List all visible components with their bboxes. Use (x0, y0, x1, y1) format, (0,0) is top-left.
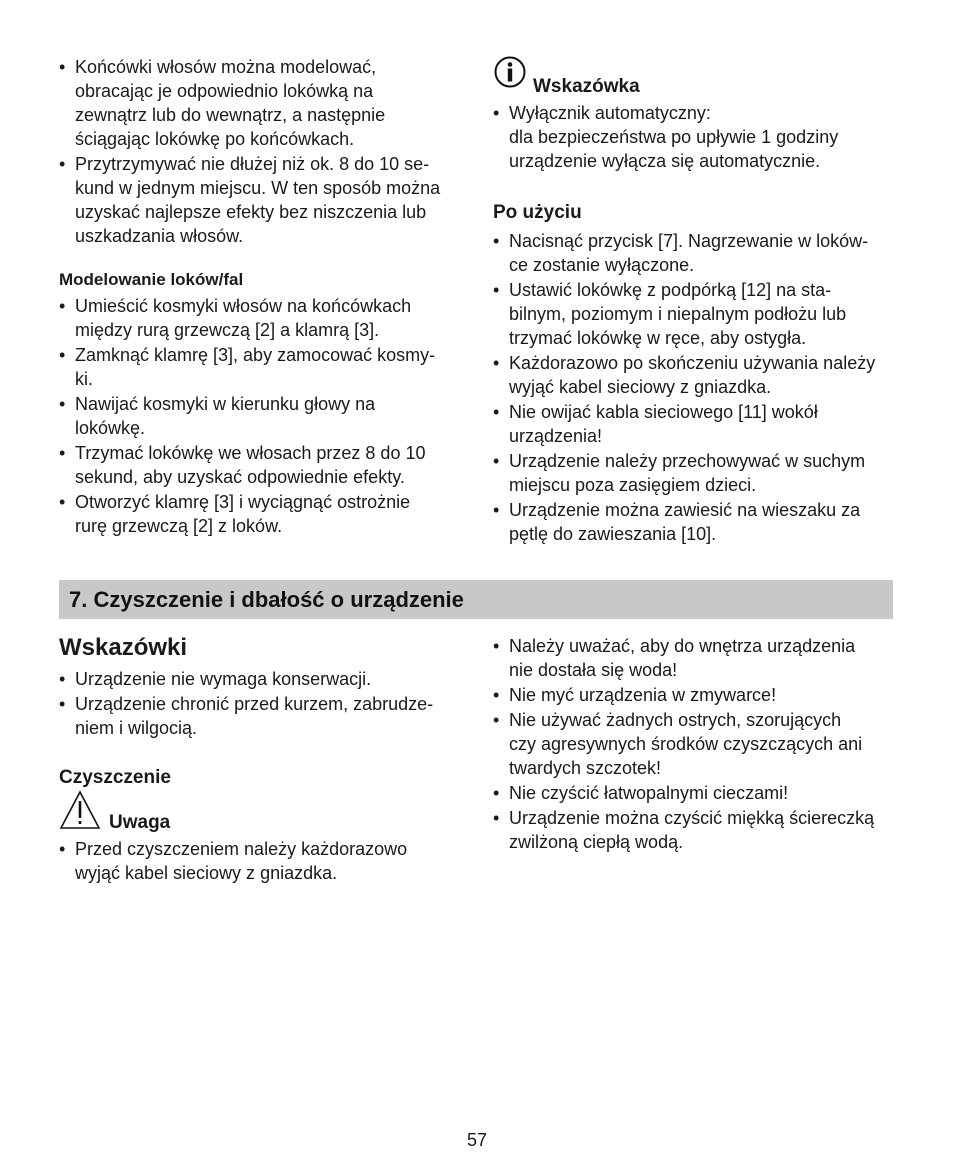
list-item (493, 781, 903, 805)
bullet-line: miejscu poza zasięgiem dzieci. (509, 475, 757, 495)
list-item (493, 449, 903, 497)
bullet-line: Należy uważać, aby do wnętrza urządzenia (509, 636, 856, 656)
note-bullets (493, 101, 903, 173)
page-number: 57 (466, 1130, 488, 1150)
list-item (59, 55, 469, 151)
section-header (59, 580, 893, 619)
bullet-line: Urządzenie chronić przed kurzem, zabrudze- (75, 694, 434, 714)
bullet-line: nie dostała się woda! (509, 660, 678, 680)
bullet-line: urządzenie wyłącza się automatycznie. (509, 151, 821, 171)
bullet-line: bilnym, poziomym i niepalnym podłożu lub (509, 304, 847, 324)
bullet-line: Zamknąć klamrę [3], aby zamocować kosmy- (75, 345, 436, 365)
bullet-line: Przytrzymywać nie dłużej niż ok. 8 do 10 se- (75, 154, 430, 174)
bullet-line: Urządzenie należy przechowywać w suchym (509, 451, 866, 471)
list-item (59, 692, 469, 740)
warning-bullets (59, 837, 469, 885)
left-top-column (59, 55, 469, 249)
bullet-line: czy agresywnych środków czyszczących ani (509, 734, 863, 754)
bullet-line: kund w jednym miejscu. W ten sposób można (75, 178, 441, 198)
bullet-line: sekund, aby uzyskać odpowiednie efekty. (75, 467, 405, 487)
left-bottom-column (59, 633, 469, 741)
bullet-line: trzymać lokówkę w ręce, aby ostygła. (509, 328, 807, 348)
bullet-line: ce zostanie wyłączone. (509, 255, 695, 275)
section-title: 7. Czyszczenie i dbałość o urządzenie (69, 587, 464, 612)
bullet-line: urządzenia! (509, 426, 603, 446)
bullet-line: uszkadzania włosów. (75, 226, 244, 246)
bullet-line: uzyskać najlepsze efekty bez niszczenia lub (75, 202, 427, 222)
bullet-line: Końcówki włosów można modelować, (75, 57, 377, 77)
list-item (493, 806, 903, 854)
bullet-line: rurę grzewczą [2] z loków. (75, 516, 283, 536)
bullet-line: obracając je odpowiednio lokówką na (75, 81, 374, 101)
list-item (59, 441, 469, 489)
list-item (59, 152, 469, 248)
bullet-line: wyjąć kabel sieciowy z gniazdka. (509, 377, 772, 397)
list-item (493, 278, 903, 350)
curl-section (59, 269, 469, 539)
bullet-line: Nie owijać kabla sieciowego [11] wokół (509, 402, 818, 422)
bullet-line: Trzymać lokówkę we włosach przez 8 do 10 (75, 443, 426, 463)
list-item (493, 101, 903, 173)
right-top-column (493, 75, 903, 174)
cleaning-section (59, 766, 469, 790)
note-heading: Wskazówka (533, 76, 640, 97)
cleaning-bullets (493, 634, 903, 854)
list-item (59, 294, 469, 342)
bullet-line: Wyłącznik automatyczny: (509, 103, 711, 123)
list-item (59, 667, 469, 691)
curl-heading: Modelowanie loków/fal (59, 270, 244, 289)
bullet-line: dla bezpieczeństwa po upływie 1 godziny (509, 127, 839, 147)
list-item (493, 498, 903, 546)
cleaning-heading: Czyszczenie (59, 767, 171, 788)
bullet-line: między rurą grzewczą [2] a klamrą [3]. (75, 320, 380, 340)
after-use-section (493, 201, 903, 547)
warning-section (59, 811, 469, 886)
bullet-line: ściągając lokówkę po końcówkach. (75, 129, 355, 149)
bullet-line: niem i wilgocią. (75, 718, 198, 738)
bullet-line: Nie czyścić łatwopalnymi cieczami! (509, 783, 789, 803)
bullet-line: Nacisnąć przycisk [7]. Nagrzewanie w loków- (509, 231, 869, 251)
bullet-line: Każdorazowo po skończeniu używania należy (509, 353, 876, 373)
after-use-bullets (493, 229, 903, 546)
bullet-line: Urządzenie nie wymaga konserwacji. (75, 669, 372, 689)
bullet-line: Ustawić lokówkę z podpórką [12] na sta- (509, 280, 832, 300)
bullet-line: lokówkę. (75, 418, 146, 438)
list-item (493, 683, 903, 707)
list-item (59, 343, 469, 391)
styling-bullets (59, 55, 469, 248)
list-item (493, 400, 903, 448)
right-bottom-column (493, 634, 903, 855)
curl-bullets (59, 294, 469, 538)
list-item (59, 392, 469, 440)
bullet-line: ki. (75, 369, 93, 389)
bullet-line: Nawijać kosmyki w kierunku głowy na (75, 394, 376, 414)
list-item (59, 837, 469, 885)
bullet-line: pętlę do zawieszania [10]. (509, 524, 717, 544)
bullet-line: Nie myć urządzenia w zmywarce! (509, 685, 777, 705)
list-item (59, 490, 469, 538)
bullet-line: zewnątrz lub do wewnątrz, a następnie (75, 105, 386, 125)
list-item (493, 708, 903, 780)
warning-heading: Uwaga (109, 812, 171, 833)
bullet-line: zwilżoną ciepłą wodą. (509, 832, 684, 852)
bullet-line: Urządzenie można czyścić miękką ściereczką (509, 808, 875, 828)
tips-heading: Wskazówki (59, 634, 188, 661)
bullet-line: Umieścić kosmyki włosów na końcówkach (75, 296, 412, 316)
list-item (493, 634, 903, 682)
list-item (493, 229, 903, 277)
after-use-heading: Po użyciu (493, 202, 582, 223)
bullet-line: twardych szczotek! (509, 758, 662, 778)
list-item (493, 351, 903, 399)
bullet-line: Otworzyć klamrę [3] i wyciągnąć ostrożnie (75, 492, 411, 512)
bullet-line: Nie używać żadnych ostrych, szorujących (509, 710, 842, 730)
bullet-line: Przed czyszczeniem należy każdorazowo (75, 839, 408, 859)
tips-bullets (59, 667, 469, 740)
bullet-line: wyjąć kabel sieciowy z gniazdka. (75, 863, 338, 883)
bullet-line: Urządzenie można zawiesić na wieszaku za (509, 500, 861, 520)
